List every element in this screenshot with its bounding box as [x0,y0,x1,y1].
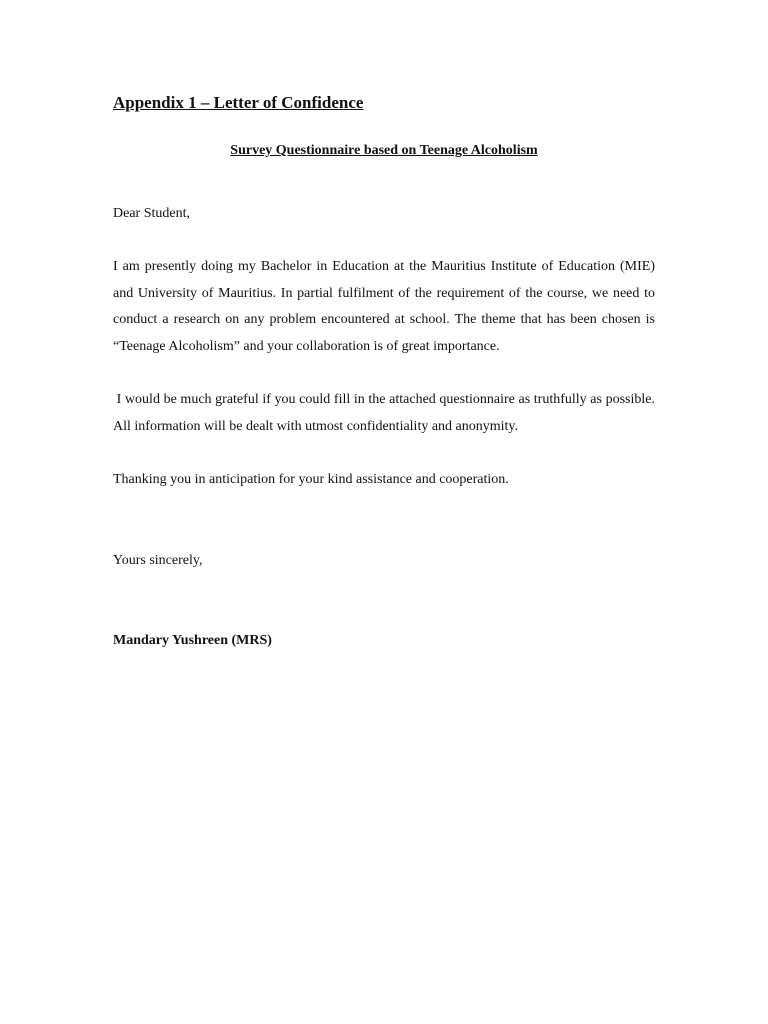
survey-subheading: Survey Questionnaire based on Teenage Alcoholism [230,143,538,158]
appendix-heading: Appendix 1 – Letter of Confidence [113,93,364,112]
paragraph-request: I would be much grateful if you could fill in the attached questionnaire as truthfully as possible. All information will be dealt with utmost confidentiality and anonymity. [113,392,662,434]
paragraph-introduction: I am presently doing my Bachelor in Education at the Mauritius Institute of Education (MIE) and University of Mauritius. In partial fulfilment of the requirement of the course, we need to conduct a research on any problem encountered at school. The theme that has been chosen is “Teenage Alcoholism” and your collaboration is of great importance. [113,259,655,355]
paragraph-thanks: Thanking you in anticipation for your kind assistance and cooperation. [113,472,509,487]
signature-name: Mandary Yushreen (MRS) [113,633,272,648]
salutation: Dear Student, [113,206,190,221]
closing-line: Yours sincerely, [113,553,203,568]
